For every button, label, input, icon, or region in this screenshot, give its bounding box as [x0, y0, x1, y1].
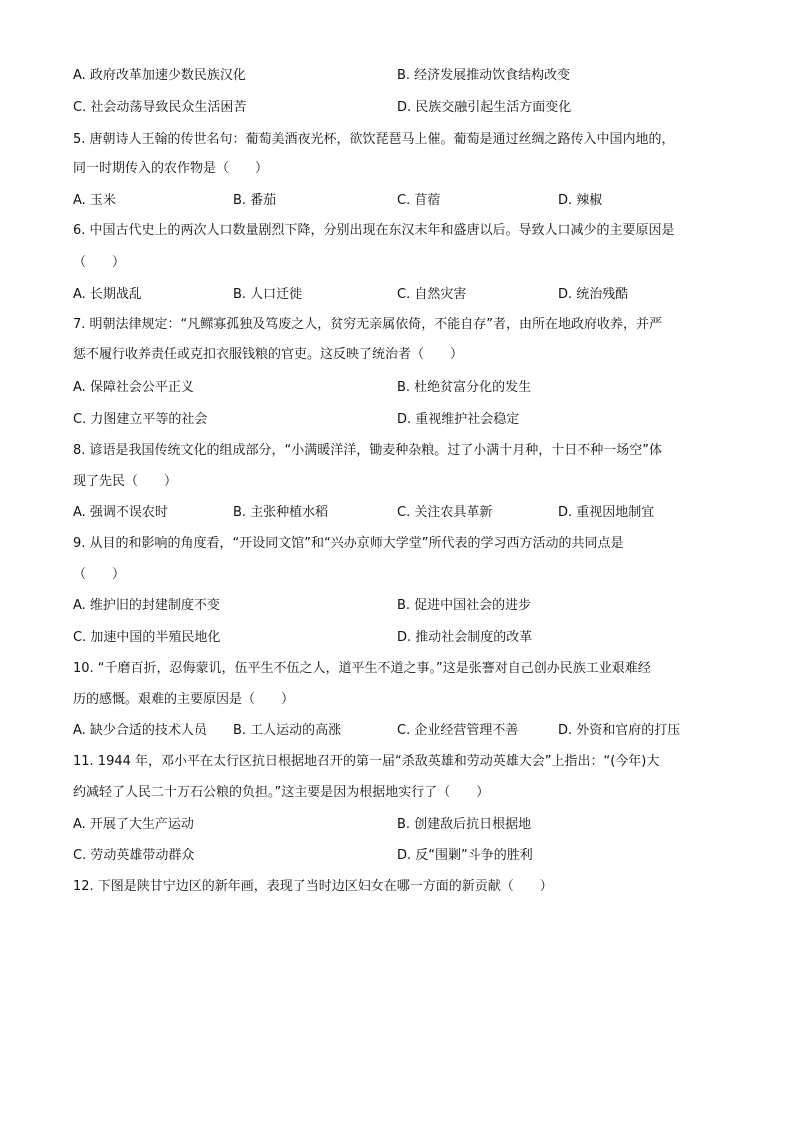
q11-option-d[interactable]: D. 反“围剿”斗争的胜利: [397, 848, 533, 863]
q11-stem-line-1: 11. 1944 年，邓小平在太行区抗日根据地召开的第一届“杀敌英雄和劳动英雄大会”上指出：“(今年)大: [73, 754, 660, 769]
q6-option-c[interactable]: C. 自然灾害: [397, 287, 467, 302]
q7-option-a[interactable]: A. 保障社会公平正义: [73, 380, 194, 395]
q8-option-a[interactable]: A. 强调不误农时: [73, 505, 168, 520]
q6-stem-line-2: （ ）: [73, 255, 126, 270]
q4-option-a[interactable]: A. 政府改革加速少数民族汉化: [73, 68, 246, 83]
q5-stem-line-2: 同一时期传入的农作物是（ ）: [73, 161, 269, 176]
q9-option-c[interactable]: C. 加速中国的半殖民地化: [73, 630, 221, 645]
q11-option-c[interactable]: C. 劳动英雄带动群众: [73, 848, 195, 863]
q5-option-c[interactable]: C. 苜蓿: [397, 193, 441, 208]
q7-option-b[interactable]: B. 杜绝贫富分化的发生: [397, 380, 532, 395]
q11-option-a[interactable]: A. 开展了大生产运动: [73, 817, 194, 832]
q8-option-b[interactable]: B. 主张种植水稻: [233, 505, 329, 520]
q9-stem-line-1: 9. 从目的和影响的角度看，“开设同文馆”和“兴办京师大学堂”所代表的学习西方活动的共同点是: [73, 536, 624, 551]
q9-option-b[interactable]: B. 促进中国社会的进步: [397, 598, 532, 613]
q9-option-a[interactable]: A. 维护旧的封建制度不变: [73, 598, 220, 613]
q8-option-c[interactable]: C. 关注农具革新: [397, 505, 493, 520]
q7-option-c[interactable]: C. 力图建立平等的社会: [73, 412, 208, 427]
q5-option-a[interactable]: A. 玉米: [73, 193, 116, 208]
q10-option-d[interactable]: D. 外资和官府的打压: [558, 723, 681, 738]
q11-option-b[interactable]: B. 创建敌后抗日根据地: [397, 817, 532, 832]
q5-option-b[interactable]: B. 番茄: [233, 193, 277, 208]
q10-option-c[interactable]: C. 企业经营管理不善: [397, 723, 519, 738]
q6-option-b[interactable]: B. 人口迁徙: [233, 287, 303, 302]
q9-option-d[interactable]: D. 推动社会制度的改革: [397, 630, 533, 645]
q5-stem-line-1: 5. 唐朝诗人王翰的传世名句：葡萄美酒夜光杯，欲饮琵琶马上催。葡萄是通过丝绸之路传入中国内地的，: [73, 132, 675, 147]
q8-stem-line-2: 现了先民（ ）: [73, 474, 178, 489]
q4-option-c[interactable]: C. 社会动荡导致民众生活困苦: [73, 100, 247, 115]
q6-stem-line-1: 6. 中国古代史上的两次人口数量剧烈下降，分别出现在东汉末年和盛唐以后。导致人口减少的主要原因是: [73, 223, 675, 238]
q10-stem-line-2: 历的感慨。艰难的主要原因是（ ）: [73, 692, 295, 707]
q7-stem-line-2: 惩不履行收养责任或克扣衣服钱粮的官吏。这反映了统治者（ ）: [73, 347, 464, 362]
q6-option-a[interactable]: A. 长期战乱: [73, 287, 142, 302]
q6-option-d[interactable]: D. 统治残酷: [558, 287, 629, 302]
q12-stem-line-1: 12. 下图是陕甘宁边区的新年画，表现了当时边区妇女在哪一方面的新贡献（ ）: [73, 879, 553, 894]
q10-option-b[interactable]: B. 工人运动的高涨: [233, 723, 342, 738]
q7-option-d[interactable]: D. 重视维护社会稳定: [397, 412, 520, 427]
q4-option-b[interactable]: B. 经济发展推动饮食结构改变: [397, 68, 571, 83]
q9-stem-line-2: （ ）: [73, 567, 126, 582]
q10-option-a[interactable]: A. 缺少合适的技术人员: [73, 723, 207, 738]
q11-stem-line-2: 约减轻了人民二十万石公粮的负担。”这主要是因为根据地实行了（ ）: [73, 785, 490, 800]
q4-option-d[interactable]: D. 民族交融引起生活方面变化: [397, 100, 572, 115]
q10-stem-line-1: 10. “千磨百折，忍侮蒙讥，伍平生不伍之人，道平生不道之事。”这是张謇对自己创办民族工业艰难经: [73, 661, 651, 676]
q5-option-d[interactable]: D. 辣椒: [558, 193, 603, 208]
q8-stem-line-1: 8. 谚语是我国传统文化的组成部分，“小满暖洋洋，锄麦种杂粮。过了小满十月种，十日不种一场空”体: [73, 443, 663, 458]
q8-option-d[interactable]: D. 重视因地制宜: [558, 505, 655, 520]
q7-stem-line-1: 7. 明朝法律规定：“凡鳏寡孤独及笃废之人，贫穷无亲属依倚，不能自存”者，由所在地政府收养，并严: [73, 317, 663, 332]
